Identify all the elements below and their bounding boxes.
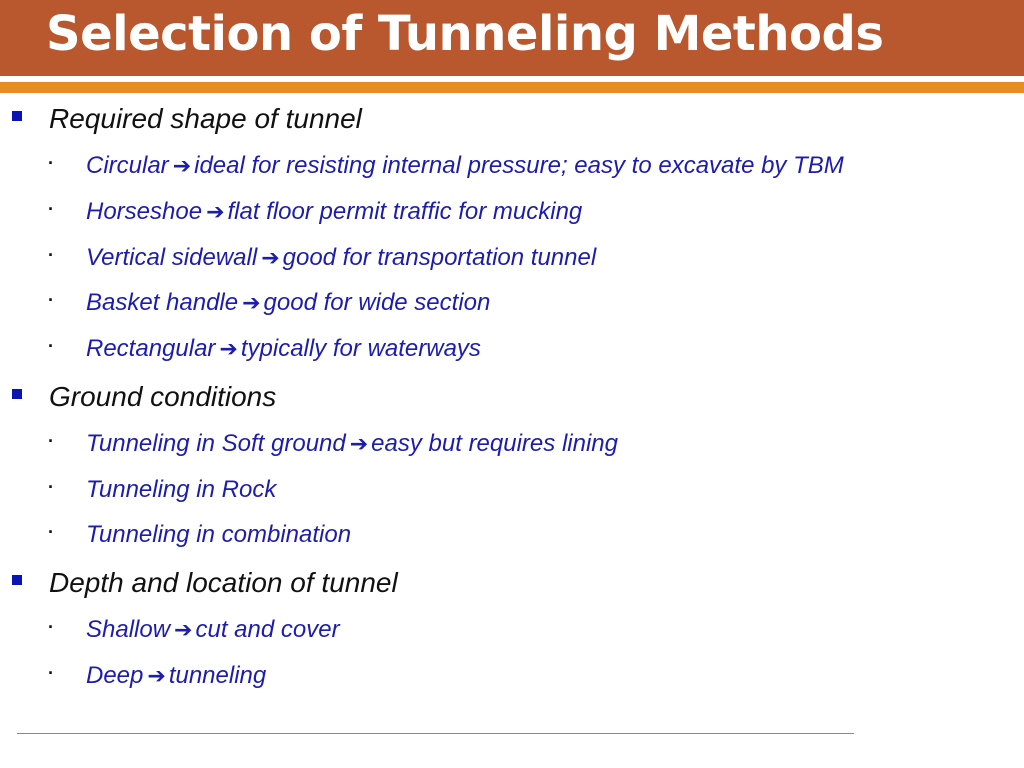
right-arrow-icon: ➔	[261, 246, 280, 271]
list-item	[86, 152, 844, 181]
dot-bullet-icon: ·	[48, 431, 54, 451]
slide-title: Selection of Tunneling Methods	[46, 6, 884, 62]
section-heading: Depth and location of tunnel	[49, 567, 398, 598]
item-desc: good for transportation tunnel	[282, 244, 597, 271]
item-term: Circular	[86, 152, 169, 179]
item-term: Tunneling in Rock	[86, 476, 277, 503]
list-item	[86, 476, 276, 504]
right-arrow-icon: ➔	[349, 432, 369, 457]
list-item	[86, 430, 618, 459]
right-arrow-icon: ➔	[172, 154, 192, 179]
dot-bullet-icon: ·	[48, 290, 54, 310]
right-arrow-icon: ➔	[174, 618, 193, 643]
item-term: Rectangular	[86, 335, 216, 362]
dot-bullet-icon: ·	[48, 522, 54, 542]
item-term: Basket handle	[86, 289, 239, 316]
right-arrow-icon: ➔	[206, 200, 225, 225]
item-desc: ideal for resisting internal pressure; easy to excavate by TBM	[194, 152, 844, 179]
item-term: Horseshoe	[86, 198, 203, 225]
list-item	[86, 335, 481, 364]
dot-bullet-icon: ·	[48, 477, 54, 497]
dot-bullet-icon: ·	[48, 663, 54, 683]
item-term: Deep	[86, 662, 144, 689]
dot-bullet-icon: ·	[48, 153, 54, 173]
footer-divider	[17, 733, 854, 734]
item-desc: good for wide section	[263, 289, 491, 316]
dot-bullet-icon: ·	[48, 199, 54, 219]
dot-bullet-icon: ·	[48, 617, 54, 637]
square-bullet-icon	[12, 575, 22, 585]
right-arrow-icon: ➔	[219, 337, 238, 362]
list-item	[86, 616, 340, 645]
square-bullet-icon	[12, 111, 22, 121]
item-desc: tunneling	[168, 662, 267, 689]
list-item	[86, 198, 582, 227]
right-arrow-icon: ➔	[147, 664, 166, 689]
right-arrow-icon: ➔	[242, 291, 261, 316]
item-term: Vertical sidewall	[86, 244, 258, 271]
item-term: Tunneling in combination	[86, 521, 352, 548]
list-item	[86, 662, 266, 691]
list-item	[86, 521, 351, 549]
item-desc: cut and cover	[195, 616, 340, 643]
item-desc: flat floor permit traffic for mucking	[227, 198, 583, 225]
item-desc: typically for waterways	[240, 335, 481, 362]
list-item	[86, 244, 596, 273]
item-term: Tunneling in Soft ground	[86, 430, 346, 457]
dot-bullet-icon: ·	[48, 245, 54, 265]
section-heading: Required shape of tunnel	[49, 103, 362, 134]
dot-bullet-icon: ·	[48, 336, 54, 356]
section-heading: Ground conditions	[49, 381, 277, 412]
square-bullet-icon	[12, 389, 22, 399]
list-item	[86, 289, 490, 318]
item-term: Shallow	[86, 616, 171, 643]
item-desc: easy but requires lining	[371, 430, 618, 457]
